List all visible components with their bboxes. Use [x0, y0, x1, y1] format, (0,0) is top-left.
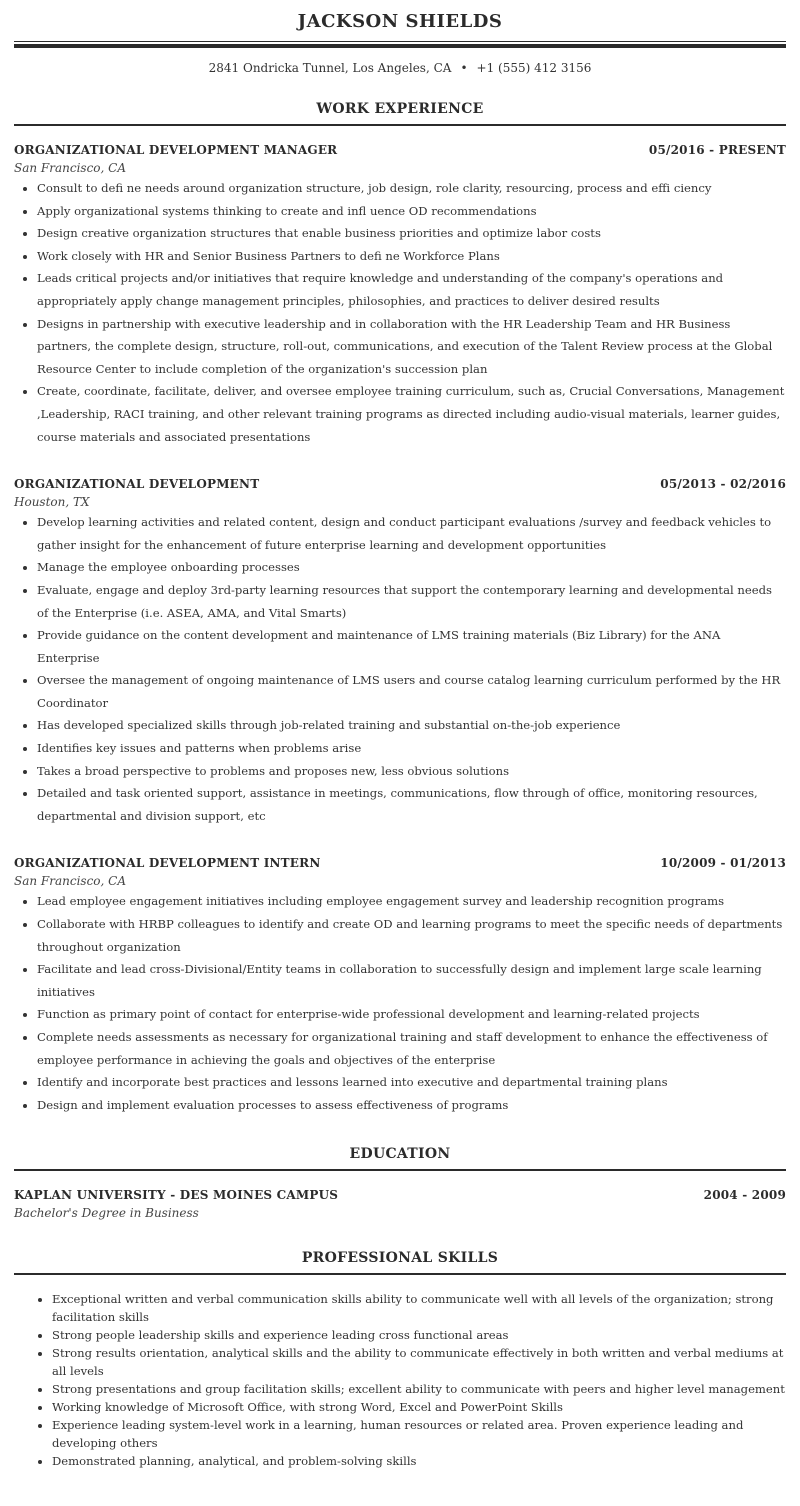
list-item: • Manage the employee onboarding processes	[37, 556, 786, 579]
list-item: • Takes a broad perspective to problems and proposes new, less obvious solutions	[37, 760, 786, 783]
list-item: • Identify and incorporate best practices and lessons learned into executive and departmental training plans	[37, 1071, 786, 1094]
education-entry	[14, 1186, 786, 1222]
job-entry	[14, 854, 786, 1116]
list-item: • Designs in partnership with executive leadership and in collaboration with the HR Leadership Team and HR Business partners, the complete design, structure, roll-out, communications, and execution of the Talent Review process at the Global Resource Center to include completion of the organization's succession plan	[37, 313, 786, 381]
degree: Bachelor's Degree in Business	[14, 1206, 199, 1221]
list-item: • Develop learning activities and related content, design and conduct participant evaluations /survey and feedback vehicles to gather insight for the enhancement of future enterprise learning and development opportunities	[37, 511, 786, 556]
list-item: • Strong people leadership skills and experience leading cross functional areas	[52, 1326, 786, 1344]
job-dates: 05/2013 - 02/2016	[660, 477, 786, 492]
job-title: ORGANIZATIONAL DEVELOPMENT INTERN	[14, 856, 321, 871]
header-rule-thin	[14, 41, 786, 42]
list-item: • Facilitate and lead cross-Divisional/Entity teams in collaboration to successfully design and implement large scale learning initiatives	[37, 958, 786, 1003]
section-title-skills: PROFESSIONAL SKILLS	[301, 1250, 499, 1267]
school-name: KAPLAN UNIVERSITY - DES MOINES CAMPUS	[14, 1188, 339, 1203]
contact-line	[14, 59, 786, 77]
resume-page	[14, 0, 786, 1470]
list-item: • Evaluate, engage and deploy 3rd-party learning resources that support the contemporary learning and developmental needs of the Enterprise (i.e. ASEA, AMA, and Vital Smarts)	[37, 579, 786, 624]
skills-list	[14, 1290, 786, 1470]
list-item: • Has developed specialized skills through job-related training and substantial on-the-job experience	[37, 714, 786, 737]
job-location: San Francisco, CA	[14, 161, 127, 175]
job-bullets	[14, 890, 786, 1116]
list-item: • Lead employee engagement initiatives including employee engagement survey and leadership recognition programs	[37, 890, 786, 913]
education-section	[14, 1143, 786, 1222]
list-item: • Design creative organization structures that enable business priorities and optimize labor costs	[37, 222, 786, 245]
list-item: • Provide guidance on the content development and maintenance of LMS training materials (Biz Library) for the ANA Enterprise	[37, 624, 786, 669]
job-dates: 05/2016 - PRESENT	[648, 143, 786, 157]
job-entry	[14, 475, 786, 827]
contact-separator: •	[460, 61, 468, 75]
job-dates: 10/2009 - 01/2013	[660, 856, 786, 871]
job-title: ORGANIZATIONAL DEVELOPMENT	[14, 477, 260, 492]
job-bullets	[14, 511, 786, 827]
candidate-name: JACKSON SHIELDS	[297, 11, 503, 32]
job-location: San Francisco, CA	[14, 874, 127, 889]
section-rule	[14, 124, 786, 126]
section-title-work: WORK EXPERIENCE	[316, 101, 484, 117]
phone: +1 (555) 412 3156	[476, 61, 592, 75]
list-item: • Demonstrated planning, analytical, and problem-solving skills	[52, 1452, 786, 1470]
job-entry	[14, 141, 786, 448]
list-item: • Function as primary point of contact for enterprise-wide professional development and learning-related projects	[37, 1003, 786, 1026]
list-item: • Experience leading system-level work in a learning, human resources or related area. Proven experience leading and developing others	[52, 1416, 786, 1452]
job-bullets	[14, 177, 786, 448]
list-item: • Working knowledge of Microsoft Office, with strong Word, Excel and PowerPoint Skills	[52, 1398, 786, 1416]
list-item: • Consult to defi ne needs around organization structure, job design, role clarity, resourcing, process and effi ciency	[37, 177, 786, 200]
list-item: • Create, coordinate, facilitate, deliver, and oversee employee training curriculum, such as, Crucial Conversations, Management ,Leadership, RACI training, and other relevant training programs as directed including audio-visual materials, learner guides, course materials and associated presentations	[37, 380, 786, 448]
work-experience-section	[14, 98, 786, 1116]
section-rule	[14, 1169, 786, 1171]
skills-section	[14, 1247, 786, 1470]
education-dates: 2004 - 2009	[703, 1188, 786, 1203]
list-item: • Identifies key issues and patterns when problems arise	[37, 737, 786, 760]
job-location: Houston, TX	[14, 495, 90, 510]
job-header	[14, 141, 786, 159]
list-item: • Exceptional written and verbal communication skills ability to communicate well with all levels of the organization; strong facilitation skills	[52, 1290, 786, 1326]
address: 2841 Ondricka Tunnel, Los Angeles, CA	[208, 61, 452, 75]
list-item: • Strong results orientation, analytical skills and the ability to communicate effectively in both written and verbal mediums at all levels	[52, 1344, 786, 1380]
list-item: • Detailed and task oriented support, assistance in meetings, communications, flow through of office, monitoring resources, departmental and division support, etc	[37, 782, 786, 827]
list-item: • Strong presentations and group facilitation skills; excellent ability to communicate with peers and higher level management	[52, 1380, 786, 1398]
section-title-education: EDUCATION	[349, 1146, 451, 1163]
education-header	[14, 1186, 786, 1204]
list-item: • Work closely with HR and Senior Business Partners to defi ne Workforce Plans	[37, 245, 786, 268]
section-rule	[14, 1273, 786, 1275]
list-item: • Design and implement evaluation processes to assess effectiveness of programs	[37, 1094, 786, 1117]
list-item: • Collaborate with HRBP colleagues to identify and create OD and learning programs to meet the specific needs of departments throughout organization	[37, 913, 786, 958]
list-item: • Oversee the management of ongoing maintenance of LMS users and course catalog learning curriculum performed by the HR Coordinator	[37, 669, 786, 714]
job-header	[14, 475, 786, 493]
list-item: • Apply organizational systems thinking to create and infl uence OD recommendations	[37, 200, 786, 223]
list-item: • Complete needs assessments as necessary for organizational training and staff development to enhance the effectiveness of employee performance in achieving the goals and objectives of the enterprise	[37, 1026, 786, 1071]
list-item: • Leads critical projects and/or initiatives that require knowledge and understanding of the company's operations and appropriately apply change management principles, philosophies, and practices to deliver desired results	[37, 267, 786, 312]
job-title: ORGANIZATIONAL DEVELOPMENT MANAGER	[14, 143, 338, 157]
header-rule-thick	[14, 44, 786, 48]
job-header	[14, 854, 786, 872]
